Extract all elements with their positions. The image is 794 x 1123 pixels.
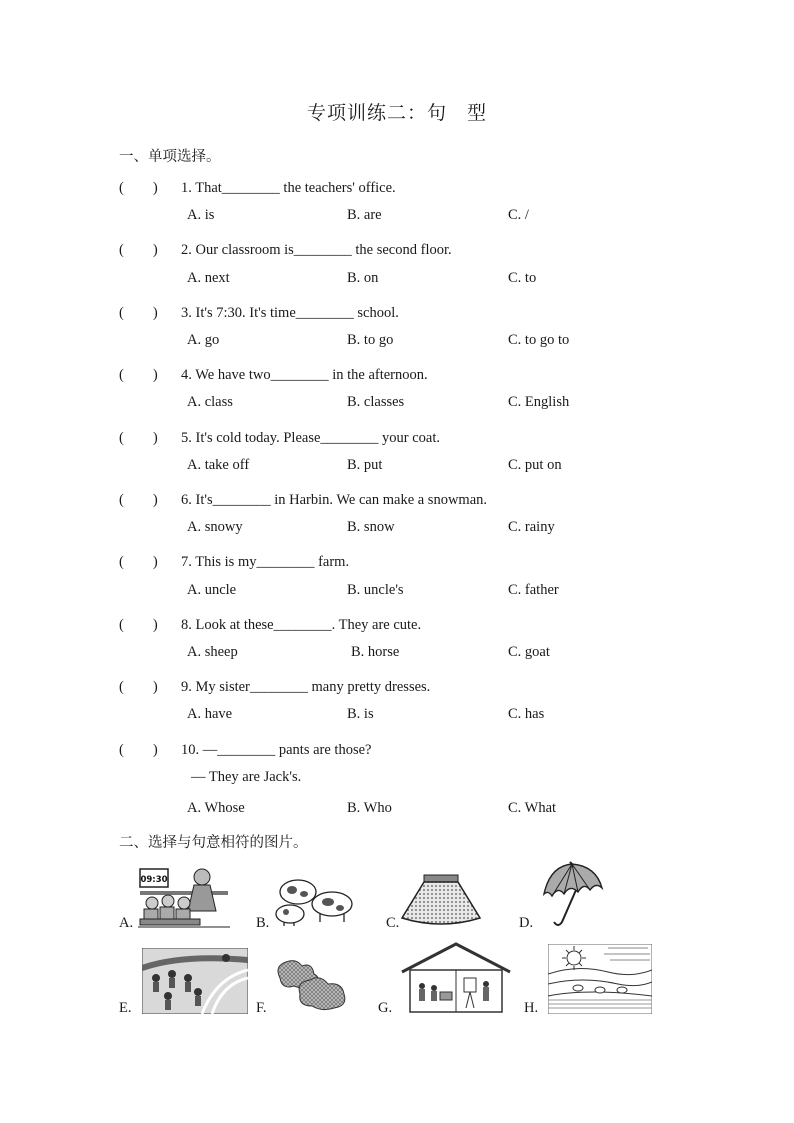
option-c: C. to go to xyxy=(508,332,570,348)
question-stem: 6. It's________ in Harbin. We can make a snowman. xyxy=(181,492,488,508)
option-c: C. has xyxy=(508,706,545,722)
question-stem: 7. This is my________ farm. xyxy=(181,554,350,570)
picture-label-c: C. xyxy=(386,915,400,931)
house-picture[interactable] xyxy=(400,942,512,1014)
answer-paren[interactable]: ( ) xyxy=(119,180,158,196)
option-a: A. next xyxy=(187,270,230,286)
option-a: A. have xyxy=(187,706,233,722)
section-heading-1: 一、单项选择。 xyxy=(119,149,221,165)
option-c: C. What xyxy=(508,800,557,816)
option-b: B. are xyxy=(347,207,382,223)
answer-paren[interactable]: ( ) xyxy=(119,242,158,258)
option-a: A. Whose xyxy=(187,800,245,816)
animals-picture[interactable] xyxy=(270,870,362,928)
option-b: B. horse xyxy=(351,644,400,660)
answer-paren[interactable]: ( ) xyxy=(119,742,158,758)
option-c: C. / xyxy=(508,207,529,223)
option-a: A. is xyxy=(187,207,215,223)
question-stem: 8. Look at these________. They are cute. xyxy=(181,617,422,633)
dialogue-answer: — They are Jack's. xyxy=(191,769,302,785)
option-b: B. uncle's xyxy=(347,582,404,598)
skirt-picture[interactable] xyxy=(398,872,484,928)
answer-paren[interactable]: ( ) xyxy=(119,554,158,570)
option-b: B. Who xyxy=(347,800,392,816)
classroom-picture[interactable] xyxy=(138,865,230,929)
option-c: C. rainy xyxy=(508,519,555,535)
option-b: B. on xyxy=(347,270,379,286)
option-c: C. put on xyxy=(508,457,562,473)
answer-paren[interactable]: ( ) xyxy=(119,367,158,383)
option-a: A. take off xyxy=(187,457,250,473)
option-c: C. goat xyxy=(508,644,550,660)
option-a: A. snowy xyxy=(187,519,243,535)
option-b: B. put xyxy=(347,457,383,473)
answer-paren[interactable]: ( ) xyxy=(119,617,158,633)
option-b: B. is xyxy=(347,706,374,722)
question-stem: 3. It's 7:30. It's time________ school. xyxy=(181,305,399,321)
question-stem: 9. My sister________ many pretty dresses. xyxy=(181,679,431,695)
option-a: A. uncle xyxy=(187,582,237,598)
question-stem: 5. It's cold today. Please________ your coat. xyxy=(181,430,440,446)
picture-label-a: A. xyxy=(119,915,134,931)
answer-paren[interactable]: ( ) xyxy=(119,305,158,321)
answer-paren[interactable]: ( ) xyxy=(119,492,158,508)
picture-label-e: E. xyxy=(119,1000,132,1016)
option-c: C. to xyxy=(508,270,537,286)
picture-label-f: F. xyxy=(256,1000,267,1016)
picture-label-b: B. xyxy=(256,915,270,931)
question-stem: 2. Our classroom is________ the second floor. xyxy=(181,242,452,258)
option-a: A. go xyxy=(187,332,220,348)
option-a: A. class xyxy=(187,394,233,410)
question-stem: 10. —________ pants are those? xyxy=(181,742,372,758)
question-stem: 1. That________ the teachers' office. xyxy=(181,180,396,196)
answer-paren[interactable]: ( ) xyxy=(119,430,158,446)
farm-picture[interactable] xyxy=(548,944,652,1014)
answer-paren[interactable]: ( ) xyxy=(119,679,158,695)
option-c: C. English xyxy=(508,394,570,410)
page-title: 专项训练二：句 型 xyxy=(306,102,487,124)
option-b: B. classes xyxy=(347,394,405,410)
playground-picture[interactable] xyxy=(142,948,248,1014)
picture-label-d: D. xyxy=(519,915,534,931)
picture-label-h: H. xyxy=(524,1000,539,1016)
option-a: A. sheep xyxy=(187,644,238,660)
option-c: C. father xyxy=(508,582,559,598)
question-stem: 4. We have two________ in the afternoon. xyxy=(181,367,428,383)
option-b: B. snow xyxy=(347,519,395,535)
picture-label-g: G. xyxy=(378,1000,393,1016)
clock-text: 09:30 xyxy=(140,875,168,885)
cloudy-picture[interactable] xyxy=(270,958,350,1012)
umbrella-picture[interactable] xyxy=(540,860,604,930)
option-b: B. to go xyxy=(347,332,394,348)
section-heading-2: 二、选择与句意相符的图片。 xyxy=(119,835,308,851)
